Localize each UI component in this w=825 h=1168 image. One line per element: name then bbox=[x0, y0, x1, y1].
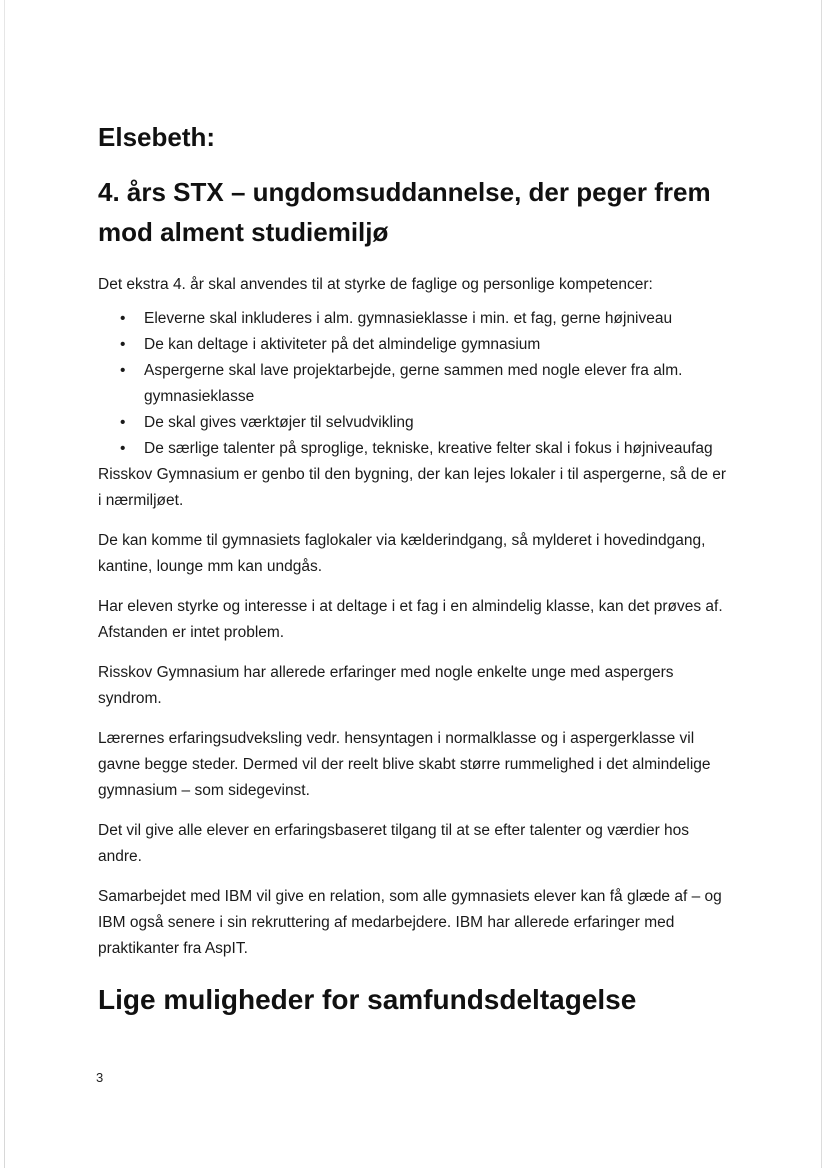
intro-paragraph: Det ekstra 4. år skal anvendes til at styrke de faglige og personlige kompetencer: bbox=[98, 276, 653, 293]
scan-edge-left bbox=[4, 0, 5, 1168]
list-item: • Eleverne skal inkluderes i alm. gymnasieklasse i min. et fag, gerne højniveau bbox=[144, 306, 738, 332]
bullet-icon: • bbox=[120, 414, 126, 431]
list-item: • De særlige talenter på sproglige, tekniske, kreative felter skal i fokus i højniveaufag bbox=[144, 436, 738, 462]
body-paragraph: Det vil give alle elever en erfaringsbaseret tilgang til at se efter talenter og værdier hos andre. bbox=[98, 822, 690, 865]
bullet-icon: • bbox=[120, 440, 126, 457]
body-paragraph: Samarbejdet med IBM vil give en relation, som alle gymnasiets elever kan få glæde af – og IBM også senere i sin rekruttering af medarbejdere. IBM har allerede erfaringer med praktikanter fra AspIT. bbox=[98, 888, 722, 957]
scan-edge-right bbox=[821, 0, 822, 1168]
page-number: 3 bbox=[96, 1070, 104, 1085]
document-page bbox=[98, 118, 738, 1020]
heading-name: Elsebeth: bbox=[98, 122, 216, 152]
bullet-icon: • bbox=[120, 310, 126, 327]
heading-main: 4. års STX – ungdomsuddannelse, der peger frem mod alment studiemiljø bbox=[98, 177, 711, 247]
body-paragraph: Lærernes erfaringsudveksling vedr. hensyntagen i normalklasse og i aspergerklasse vil gavne begge steder. Dermed vil der reelt blive skabt større rummelighed i det almindelige gymnasium – som sidegevinst. bbox=[98, 730, 711, 799]
body-paragraph: Har eleven styrke og interesse i at deltage i et fag i en almindelig klasse, kan det prøves af. Afstanden er intet problem. bbox=[98, 598, 723, 641]
body-paragraph: De kan komme til gymnasiets faglokaler via kælderindgang, så mylderet i hovedindgang, kantine, lounge mm kan undgås. bbox=[98, 532, 706, 575]
bullet-list bbox=[98, 306, 738, 462]
list-item: • De skal gives værktøjer til selvudvikling bbox=[144, 410, 738, 436]
heading-bottom: Lige muligheder for samfundsdeltagelse bbox=[98, 984, 637, 1015]
body-paragraph: Risskov Gymnasium er genbo til den bygning, der kan lejes lokaler i til aspergerne, så de er i nærmiljøet. bbox=[98, 466, 727, 509]
list-item: • Aspergerne skal lave projektarbejde, gerne sammen med nogle elever fra alm. gymnasieklasse bbox=[144, 358, 738, 410]
list-item: • De kan deltage i aktiviteter på det almindelige gymnasium bbox=[144, 332, 738, 358]
bullet-icon: • bbox=[120, 336, 126, 353]
body-paragraph: Risskov Gymnasium har allerede erfaringer med nogle enkelte unge med aspergers syndrom. bbox=[98, 664, 674, 707]
bullet-icon: • bbox=[120, 362, 126, 379]
